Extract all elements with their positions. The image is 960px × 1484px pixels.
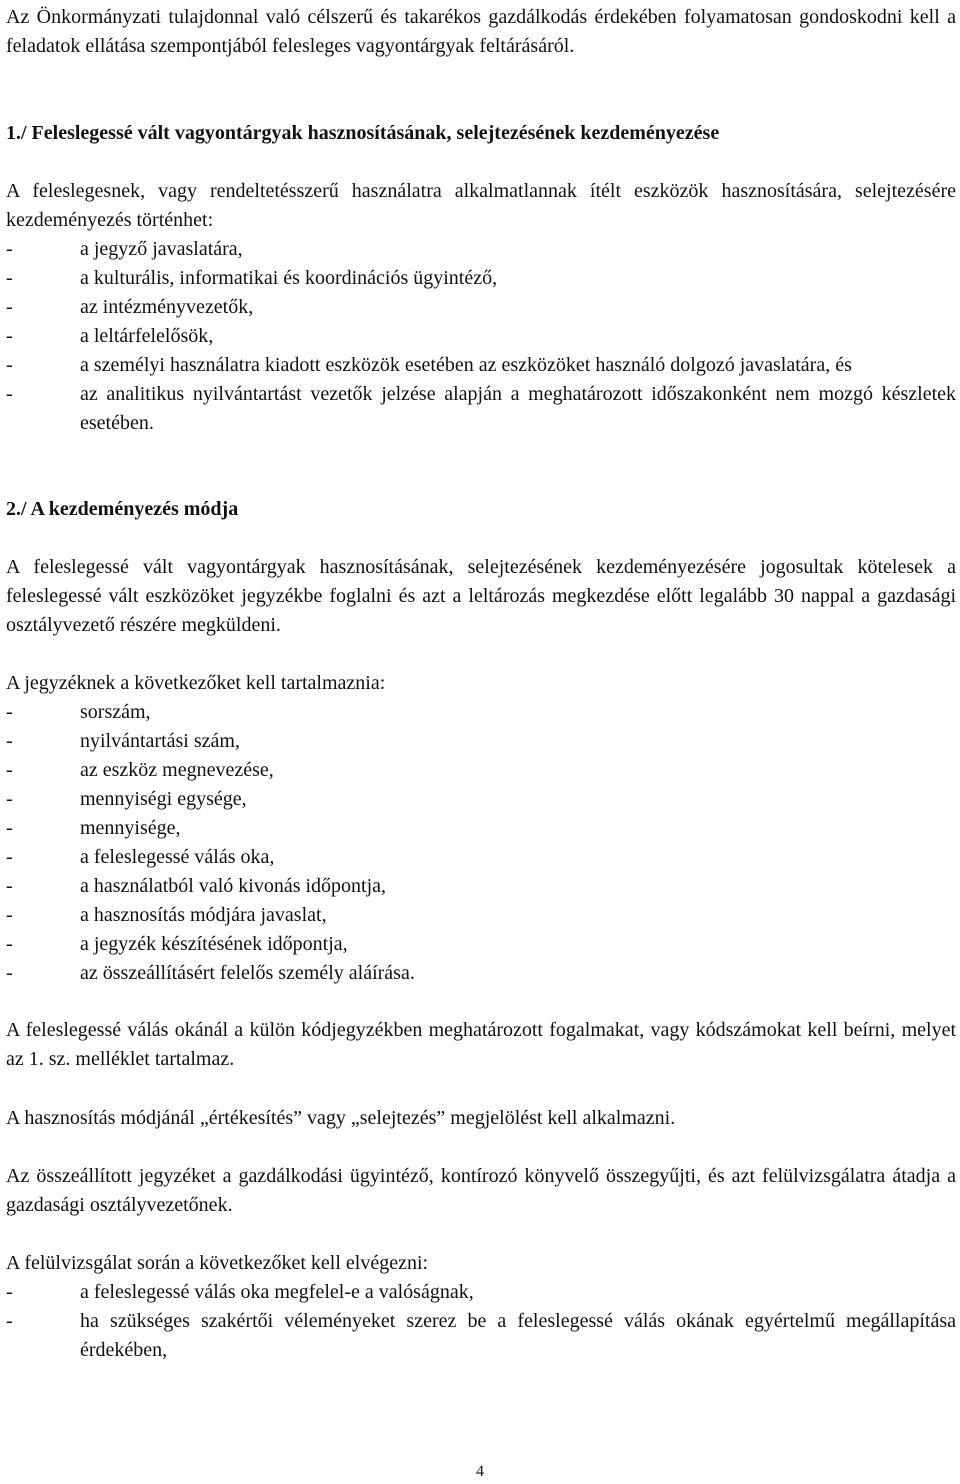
list-dash: - — [6, 354, 13, 376]
page-number: 4 — [476, 1463, 484, 1480]
list-item — [6, 293, 956, 322]
list-dash: - — [6, 846, 13, 868]
list-item-text: sorszám, — [80, 701, 151, 723]
list-item-text: a leltárfelelősök, — [80, 325, 214, 347]
required-content-list — [6, 698, 956, 988]
list-dash: - — [6, 817, 13, 839]
list-item-text: az eszköz megnevezése, — [80, 759, 274, 781]
list-item — [6, 264, 956, 293]
list-item-text: az összeállításért felelős személy aláírása. — [80, 962, 415, 984]
list-item — [6, 901, 956, 930]
section-1-heading: 1./ Feleslegessé vált vagyontárgyak hasznosításának, selejtezésének kezdeményezése — [6, 122, 720, 144]
list-item-text: a hasznosítás módjára javaslat, — [80, 904, 327, 926]
list-item-text: a személyi használatra kiadott eszközök esetében az eszközöket használó dolgozó javaslatára, és — [80, 354, 852, 376]
compiled-list-paragraph: Az összeállított jegyzéket a gazdálkodási ügyintéző, kontírozó könyvelő összegyűjti, és azt felülvizsgálatra átadja a gazdasági osztályvezetőnek. — [6, 1165, 956, 1216]
list-dash: - — [6, 933, 13, 955]
code-list-paragraph: A feleslegessé válás okánál a külön kódjegyzékben meghatározott fogalmakat, vagy kódszámokat kell beírni, melyet az 1. sz. melléklet tartalmaz. — [6, 1019, 956, 1070]
list-dash: - — [6, 875, 13, 897]
list-dash: - — [6, 383, 13, 405]
list-dash: - — [6, 962, 13, 984]
list-item — [6, 930, 956, 959]
list-item — [6, 1278, 956, 1307]
list-item — [6, 872, 956, 901]
list-item — [6, 785, 956, 814]
list-item-text: a kulturális, informatikai és koordinációs ügyintéző, — [80, 267, 498, 289]
list-dash: - — [6, 759, 13, 781]
section-1-paragraph: A feleslegesnek, vagy rendeltetésszerű használatra alkalmatlannak ítélt eszközök hasznosítására, selejtezésére kezdeményezés történhet: — [6, 180, 956, 231]
list-item-text: a jegyzék készítésének időpontja, — [80, 933, 348, 955]
list-item — [6, 351, 956, 380]
list-dash: - — [6, 788, 13, 810]
list-item-text: mennyisége, — [80, 817, 181, 839]
list-item — [6, 727, 956, 756]
section-2-paragraph: A feleslegessé vált vagyontárgyak hasznosításának, selejtezésének kezdeményezésére jogosultak kötelesek a feleslegessé vált eszközöket jegyzékbe foglalni és azt a leltározás megkezdése előtt legalább 30 nappal a gazdasági osztályvezető részére megküldeni. — [6, 556, 956, 636]
list-item — [6, 756, 956, 785]
list-item — [6, 814, 956, 843]
utilization-method-paragraph: A hasznosítás módjánál „értékesítés” vagy „selejtezés” megjelölést kell alkalmazni. — [6, 1107, 676, 1129]
initiator-list — [6, 235, 956, 438]
list-dash: - — [6, 701, 13, 723]
list-item — [6, 959, 956, 988]
list-item — [6, 843, 956, 872]
list-item-text: mennyiségi egysége, — [80, 788, 247, 810]
list-item — [6, 235, 956, 264]
list-item-text: nyilvántartási szám, — [80, 730, 240, 752]
list-item-text: az intézményvezetők, — [80, 296, 254, 318]
list-dash: - — [6, 325, 13, 347]
list-dash: - — [6, 1281, 13, 1303]
list-item-text: a jegyző javaslatára, — [80, 238, 243, 260]
list-item-text: a feleslegessé válás oka megfelel-e a valóságnak, — [80, 1281, 474, 1303]
list-dash: - — [6, 267, 13, 289]
list-dash: - — [6, 904, 13, 926]
list-dash: - — [6, 730, 13, 752]
list-item — [6, 1307, 956, 1365]
required-content-intro: A jegyzéknek a következőket kell tartalmaznia: — [6, 672, 386, 694]
list-item-text: a használatból való kivonás időpontja, — [80, 875, 387, 897]
list-dash: - — [6, 296, 13, 318]
list-item — [6, 380, 956, 438]
list-item — [6, 322, 956, 351]
section-2-heading: 2./ A kezdeményezés módja — [6, 498, 239, 520]
review-intro: A felülvizsgálat során a következőket kell elvégezni: — [6, 1252, 429, 1274]
review-list — [6, 1278, 956, 1365]
list-item — [6, 698, 956, 727]
intro-paragraph: Az Önkormányzati tulajdonnal való célszerű és takarékos gazdálkodás érdekében folyamatosan gondoskodni kell a feladatok ellátása szempontjából felesleges vagyontárgyak feltárásáról. — [6, 6, 956, 57]
list-item-text: ha szükséges szakértői véleményeket szerez be a feleslegessé válás okának egyértelmű megállapítása érdekében, — [80, 1310, 956, 1361]
list-item-text: a feleslegessé válás oka, — [80, 846, 275, 868]
list-item-text: az analitikus nyilvántartást vezetők jelzése alapján a meghatározott időszakonként nem mozgó készletek esetében. — [80, 383, 956, 434]
list-dash: - — [6, 238, 13, 260]
list-dash: - — [6, 1310, 13, 1332]
